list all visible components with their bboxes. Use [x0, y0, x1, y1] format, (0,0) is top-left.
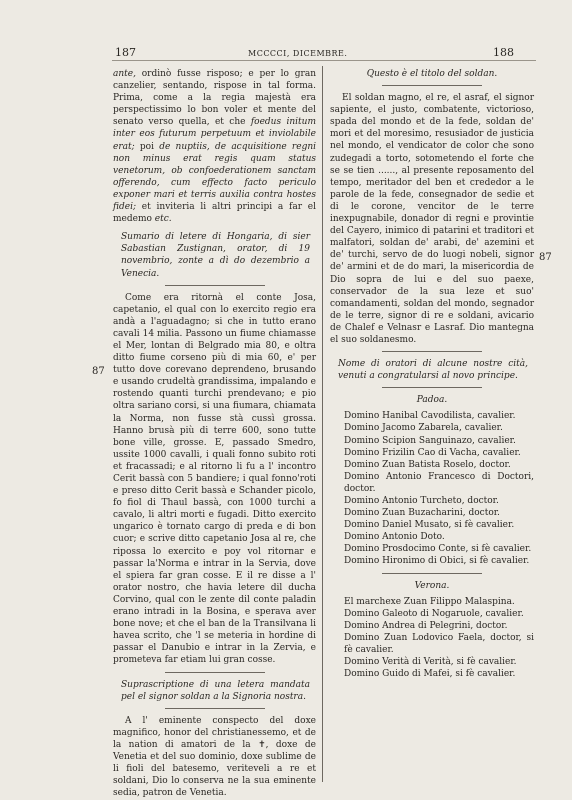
running-header: MCCCCI, DICEMBRE. — [248, 49, 348, 58]
separator-rule — [382, 85, 482, 86]
paragraph-sultan-title: El soldan magno, el re, el asraf, el signor sapiente, el justo, combatente, victorioso, spada del mondo et de la fede, soldan de' mori et del moresimo, resusiador de justicia nel mondo, el vendicator de color che sono zudegadi a torto, sotometendo el forte che se se tien ......, al presente reposamento del tempo, meritador del ben et crededor a le parole de la fede, consegnador de sedie et di le corone, vencitor de le terre inexpugnabile, donador di regni e provintie del Cayero, inimico di patarini et traditori et malfatori, soldan de' arabi, de' azemini et de' turchi, servo de do luogi nobeli, signor de' armini et de do mari, la misericordia de Dio sopra de lui e del suo paexe, conservador de la sua leze et suo' comandamenti, soldan del mondo, segnador de le terre, signor di re e soldani, avicario de Chalef e Velnasr e Lasraf. Dio mantegna el suo soldanesmo. — [330, 93, 534, 345]
separator-rule — [165, 708, 265, 709]
text-run: de nuptiis, de acquisitione regni non minus erat regis quam status venetorum, ob confoederationem sanctam offerendo, cum effecto facto periculo exponer mari et terris auxilia contra hostes fidei; — [113, 141, 316, 213]
paragraph-reply-to-king — [113, 68, 316, 225]
orator-name: Domino Zuan Batista Roselo, doctor. — [344, 459, 511, 470]
separator-rule — [165, 672, 265, 673]
right-page-number: 188 — [493, 46, 514, 59]
orator-name: Domino Prosdocimo Conte, si fè cavalier. — [344, 544, 532, 555]
orator-name: Domino Daniel Musato, si fè cavalier. — [344, 520, 515, 531]
heading-suprascriptione: Suprascriptione di una letera mandata pel el signor soldan a la Signoria nostra. — [121, 679, 310, 702]
paragraph-letter-address: A l' eminente conspecto del doxe magnifico, honor del christianessemo, et de la nation di amatori de la ✝, doxe de Venetia et del suo dominio, doxe sublime de li fioli del batesemo, veriteveli a re et soldani, Dio lo conserva ne la sua eminente sedia, patron de Venetia. — [113, 715, 316, 799]
orator-name: Domino Galeoto di Nogaruole, cavalier. — [344, 608, 524, 619]
separator-rule — [165, 285, 265, 286]
padoa-orator-list — [330, 410, 534, 567]
heading-titolo-soldan: Questo è el titolo del soldan. — [366, 69, 498, 79]
left-column — [113, 68, 316, 799]
heading-sumario-hongaria: Sumario di letere di Hongaria, di sier Sabastian Zustignan, orator, di 19 novembrio, zonte a dì do dezembrio a Venecia. — [121, 232, 310, 279]
separator-rule — [382, 573, 482, 574]
left-page-number: 187 — [115, 46, 136, 59]
separator-rule — [382, 387, 482, 388]
orator-name: Domino Antonio Turcheto, doctor. — [344, 496, 499, 506]
text-run: ante, — [113, 69, 136, 79]
paragraph-hungarian-campaign: Come era ritornà el conte Josa, capetanio, el qual con lo exercito regio era andà a l'aguadagno; si che in tutto erano cavali 14 milia. Passono un fiume chiamasse el Mer, lontan di Belgrado mia 80, e oltra ditto fiume corseno più di mia 60, e' per tutto dove corevano deprendeno, brusando e usando crudeltà grandissima, impalando e rostendo quanti turchi prendevano; e pio oltra sariano corsi, si una fiumara, chiamata la Norma, non fusse stà cussì grossa. Hanno brusà più di terre 600, sono tutte bone ville, grosse. E, passado Smedro, ussite 1000 cavalli, i quali fonno subito roti et fracassadi; e al ritorno li fu a l' incontro Cerit bassà con 5 bandiere; i qual fonno'roti e preso ditto Cerit bassà e Schander picolo, fo fiol di Thaul bassà, con 1000 turchi a cavalo, li altri morti e fugadi. Ditto exercito ungarico è tornato cargo di preda e di bon cuor; e scrive ditto capetanio Josa al re, che ripossa lo exercito e poy vol ritornar e passar la'Norma e intrar in la Servia, dove el spiera far gran cosse. E il re disse a l' orator nostro, che havia letere dil ducha Corvino, qual con le zente dil conte paladin erano intradi in la Bosina, e sperava aver bone nove; et che el ban de la Transilvana li havea scrito, che 'l se meteria in hordine di passar el Danubio e intrar in la Zervia, e prometeva far etiam lui gran cosse. — [113, 292, 316, 666]
header-rule — [112, 60, 536, 61]
text-run: poi — [134, 141, 160, 152]
column-divider — [322, 66, 323, 782]
orator-name: Domino Antonio Francesco di Doctori, doctor. — [344, 471, 534, 494]
text-run: foedus initum inter eos futurum perpetuum et inviolabile erat; — [113, 117, 316, 152]
orator-name: Domino Antonio Doto. — [344, 532, 445, 543]
orator-name: Domino Frizilin Cao di Vacha, cavalier. — [344, 447, 521, 458]
orator-name: El marchexe Zuan Filippo Malaspina. — [344, 596, 515, 607]
orator-name: Domino Verità di Verità, si fè cavalier. — [344, 657, 517, 668]
text-run: ordinò fusse risposo; e per lo gran canzelier, sentando, rispose in tal forma. Prima, come a la regia majestà era perspectissimo lo bon voler et mente del senato verso quella, et che — [113, 69, 316, 128]
right-column — [330, 68, 534, 680]
orator-name: Domino Andrea di Pelegrini, doctor. — [344, 620, 508, 631]
orator-name: Domino Jacomo Zabarela, cavalier. — [344, 423, 503, 434]
orator-name: Domino Zuan Lodovico Faela, doctor, si fè cavalier. — [344, 632, 534, 656]
orator-name: Domino Scipion Sanguinazo, cavalier. — [344, 435, 516, 446]
text-run: et inviteria li altri principi a far el medemo — [113, 202, 316, 225]
verona-orator-list — [330, 596, 534, 681]
separator-rule — [382, 351, 482, 352]
subheading-verona: Verona. — [414, 580, 450, 591]
text-run: etc. — [154, 214, 172, 225]
right-margin-number: 87 — [539, 252, 552, 263]
orator-name: Domino Hanibal Cavodilista, cavalier. — [344, 411, 516, 422]
subheading-padoa: Padoa. — [416, 395, 448, 406]
orator-name: Domino Guido di Mafei, si fè cavalier. — [344, 669, 516, 680]
left-margin-number: 87 — [92, 366, 105, 377]
orator-name: Domino Hironimo di Obici, si fè cavalier. — [344, 556, 530, 567]
heading-nome-oratori: Nome di oratori di alcune nostre cità, venuti a congratularsi al novo principe. — [338, 359, 528, 382]
orator-name: Domino Zuan Buzacharini, doctor. — [344, 508, 500, 519]
